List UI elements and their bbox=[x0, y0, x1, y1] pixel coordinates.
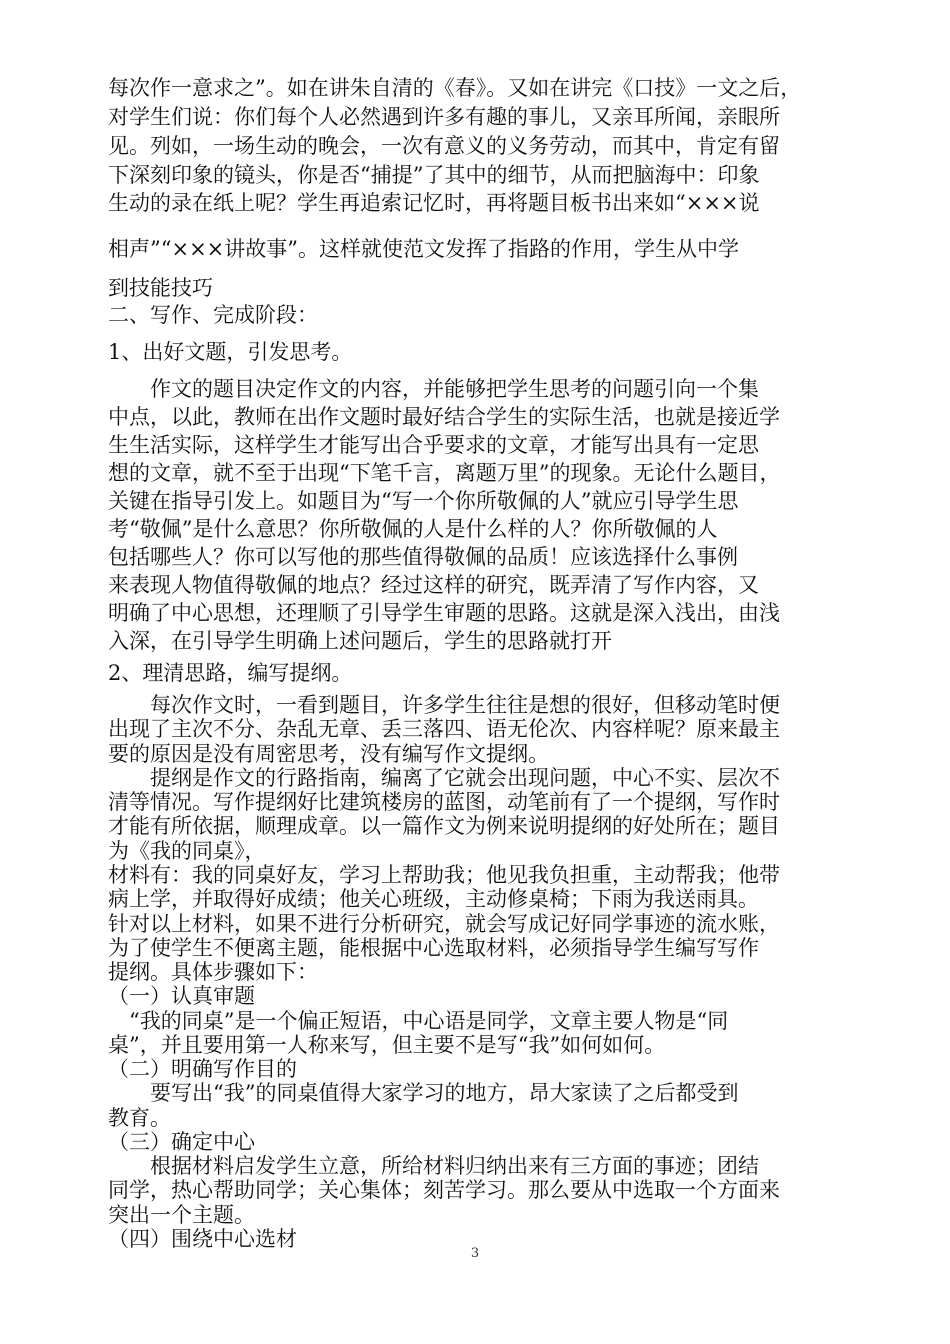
section-heading: 二、写作、完成阶段： bbox=[108, 303, 318, 327]
text-line: 突出一个主题。 bbox=[108, 1203, 255, 1227]
page-number: 3 bbox=[470, 1246, 480, 1261]
text-line: 出现了主次不分、杂乱无章、丢三落四、语无伦次、内容样呢？原来最主 bbox=[108, 717, 780, 741]
text-line: 材料有：我的同桌好友，学习上帮助我；他见我负担重，主动帮我；他带 bbox=[108, 863, 780, 887]
text-line: 教育。 bbox=[108, 1106, 171, 1130]
text-line: 对学生们说：你们每个人必然遇到许多有趣的事儿，又亲耳所闻，亲眼所 bbox=[108, 105, 780, 129]
text-line: 要的原因是没有周密思考，没有编写作文提纲。 bbox=[108, 742, 549, 766]
text-line: 相声”“×××讲故事”。这样就使范文发挥了指路的作用，学生从中学 bbox=[108, 237, 739, 261]
text-line: 考“敬佩”是什么意思？你所敬佩的人是什么样的人？你所敬佩的人 bbox=[108, 517, 718, 541]
text-line: 中点，以此，教师在出作文题时最好结合学生的实际生活，也就是接近学 bbox=[108, 405, 780, 429]
text-line: 想的文章，就不至于出现“下笔千言，离题万里”的现象。无论什么题目， bbox=[108, 461, 781, 485]
step-heading: （四）围绕中心选材 bbox=[108, 1227, 297, 1251]
text-line: 明确了中心思想，还理顺了引导学生审题的思路。这就是深入浅出，由浅 bbox=[108, 601, 780, 625]
text-line: 桌”，并且要用第一人称来写，但主要不是写“我”如何如何。 bbox=[108, 1033, 666, 1057]
text-line: 见。列如，一场生动的晚会，一次有意义的义务劳动，而其中，肯定有留 bbox=[108, 134, 780, 158]
text-line: 每次作一意求之”。如在讲朱自清的《春》。又如在讲完《口技》一文之后， bbox=[108, 76, 802, 100]
text-line: 提纲是作文的行路指南，编离了它就会出现问题，中心不实、层次不 bbox=[108, 766, 780, 790]
step-heading: （三）确定中心 bbox=[108, 1130, 255, 1154]
text-line: 根据材料启发学生立意，所给材料归纳出来有三方面的事迹；团结 bbox=[108, 1154, 759, 1178]
text-line: 关键在指导引发上。如题目为“写一个你所敬佩的人”就应引导学生思 bbox=[108, 489, 739, 513]
step-heading: （一）认真审题 bbox=[108, 984, 255, 1008]
subsection-heading: 1、出好文题，引发思考。 bbox=[108, 340, 353, 364]
text-line: 同学，热心帮助同学；关心集体；刻苦学习。那么要从中选取一个方面来 bbox=[108, 1178, 780, 1202]
text-line: 提纲。具体步骤如下： bbox=[108, 960, 318, 984]
subsection-heading: 2、理清思路，编写提纲。 bbox=[108, 661, 353, 685]
text-line: 才能有所依据，顺理成章。以一篇作文为例来说明提纲的好处所在；题目 bbox=[108, 814, 780, 838]
text-line: 入深，在引导学生明确上述问题后，学生的思路就打开 bbox=[108, 629, 612, 653]
text-line: 生动的录在纸上呢？学生再追索记忆时，再将题目板书出来如“×××说 bbox=[108, 191, 760, 215]
text-line: 为《我的同桌》， bbox=[108, 839, 266, 863]
text-line: 到技能技巧 bbox=[108, 276, 213, 300]
text-line: 包括哪些人？你可以写他的那些值得敬佩的品质！应该选择什么事例 bbox=[108, 545, 738, 569]
text-line: 针对以上材料，如果不进行分析研究，就会写成记好同学事迹的流水账， bbox=[108, 912, 780, 936]
text-line: 每次作文时，一看到题目，许多学生往往是想的很好，但移动笔时便 bbox=[108, 693, 780, 717]
step-heading: （二）明确写作目的 bbox=[108, 1057, 297, 1081]
text-line: 来表现人物值得敬佩的地点？经过这样的研究，既弄清了写作内容，又 bbox=[108, 573, 759, 597]
text-line: “我的同桌”是一个偏正短语，中心语是同学，文章主要人物是“同 bbox=[108, 1009, 729, 1033]
text-line: 作文的题目决定作文的内容，并能够把学生思考的问题引向一个集 bbox=[108, 377, 759, 401]
text-line: 病上学，并取得好成绩；他关心班级，主动修桌椅；下雨为我送雨具。 bbox=[108, 887, 759, 911]
text-line: 为了使学生不便离主题，能根据中心选取材料，必须指导学生编写写作 bbox=[108, 936, 759, 960]
text-line: 生生活实际，这样学生才能写出合乎要求的文章，才能写出具有一定思 bbox=[108, 433, 759, 457]
text-line: 清等情况。写作提纲好比建筑楼房的蓝图，动笔前有了一个提纲，写作时 bbox=[108, 790, 780, 814]
text-line: 要写出“我”的同桌值得大家学习的地方，昂大家读了之后都受到 bbox=[108, 1081, 739, 1105]
text-line: 下深刻印象的镜头，你是否“捕提”了其中的细节，从而把脑海中：印象 bbox=[108, 163, 760, 187]
